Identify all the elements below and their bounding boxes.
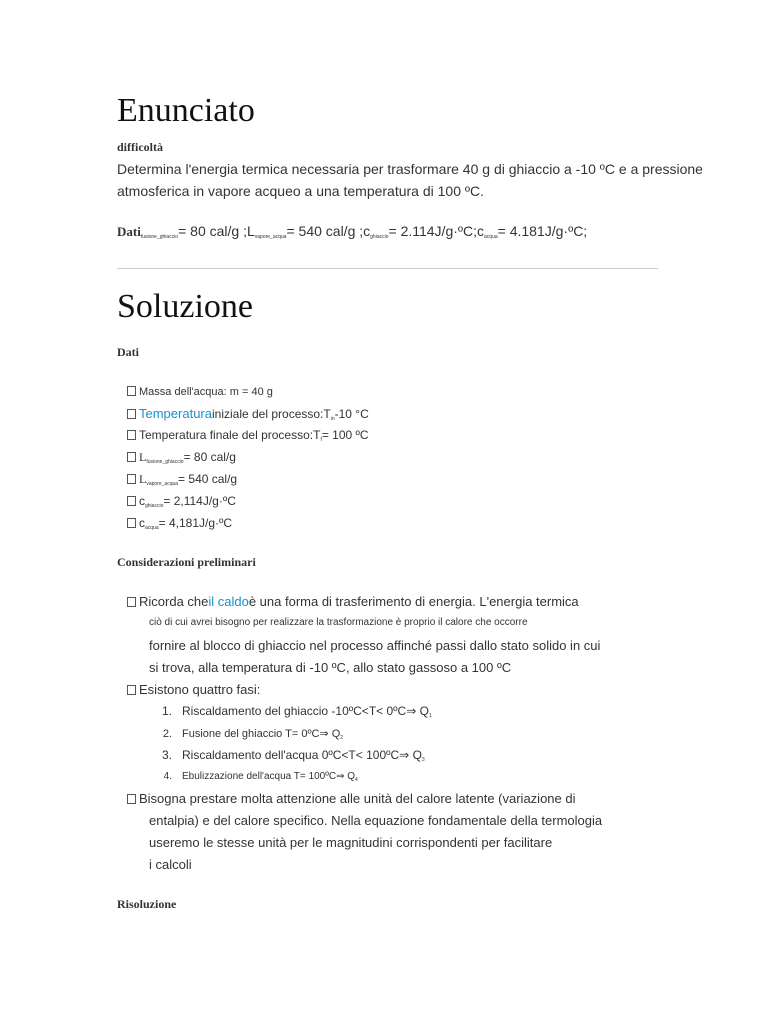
considerazione-text: è una forma di trasferimento di energia. L'energia termica	[248, 594, 579, 609]
subscript: 2	[340, 735, 344, 741]
considerazione-1-line4: si trova, alla temperatura di -10 ºC, allo stato gassoso a 100 ºC	[149, 660, 512, 675]
considerazione-text: Esistono quattro fasi:	[139, 682, 261, 697]
bullet-box-icon	[127, 685, 136, 695]
fase-text: Riscaldamento del ghiaccio -10ºC<T< 0ºC⇒ Q	[182, 704, 429, 718]
dati-item-cg	[127, 494, 236, 509]
subscript: acqua	[484, 234, 498, 240]
bullet-box-icon	[127, 430, 136, 440]
dati-item-value: = 2,114J/g·ºC	[163, 494, 236, 508]
bullet-box-icon	[127, 386, 136, 396]
fase-number: 2.	[162, 728, 172, 740]
dati-item-text: iniziale del processo:T	[211, 407, 331, 421]
subscript: vapore_acqua	[146, 481, 179, 487]
risoluzione-heading: Risoluzione	[117, 897, 177, 911]
fase-number: 3.	[161, 748, 172, 762]
dati-item-massa	[127, 386, 273, 398]
enunciato-dati	[117, 223, 587, 240]
dati-item-symbol: c	[139, 494, 145, 508]
bullet-box-icon	[127, 518, 136, 528]
subscript: ghiaccio	[370, 234, 389, 240]
dati-item-lv	[127, 472, 237, 487]
dati-cg-value: = 2.114J/g·ºC;c	[388, 223, 485, 239]
bullet-box-icon	[127, 452, 136, 462]
fase-item-1	[150, 704, 432, 719]
dati-item-symbol: L	[139, 450, 147, 464]
subscript: f	[320, 437, 322, 443]
fase-text: Fusione del ghiaccio T= 0ºC⇒ Q	[182, 728, 341, 740]
considerazione-2	[127, 682, 260, 697]
fase-number: 4.	[163, 771, 172, 782]
fase-number: 1.	[161, 704, 172, 718]
dati-item-value: = 540 cal/g	[178, 472, 238, 486]
considerazione-1	[127, 594, 579, 609]
dati-item-text: Temperatura finale del processo:T	[139, 428, 321, 442]
considerazione-text: Bisogna prestare molta attenzione alle unità del calore latente (variazione di	[139, 791, 576, 806]
dati-item-value: -10 °C	[334, 407, 369, 421]
dati-item-ca	[127, 516, 232, 531]
fase-item-3	[150, 748, 425, 763]
subscript: 1	[428, 713, 432, 719]
bullet-box-icon	[127, 597, 136, 607]
considerazione-1-small: ciò di cui avrei bisogno per realizzare la trasformazione è proprio il calore che occorre	[149, 617, 528, 628]
bullet-box-icon	[127, 409, 136, 419]
subscript: in	[330, 416, 335, 422]
considerazione-3-line4: i calcoli	[149, 857, 192, 872]
dati-lv-value: = 540 cal/g ;c	[286, 223, 371, 239]
dati-item-lf	[127, 450, 236, 465]
considerazioni-heading: Considerazioni preliminari	[117, 555, 256, 569]
section-divider	[117, 268, 658, 269]
considerazione-3	[127, 791, 575, 806]
subscript: fusione_ghiaccio	[140, 234, 179, 240]
fase-item-4	[150, 771, 358, 783]
dati-item-symbol: c	[139, 516, 145, 530]
dati-item-temp-init	[127, 406, 369, 422]
dati-item-value: = 80 cal/g	[183, 450, 236, 464]
fase-item-2	[150, 727, 343, 741]
dati-lf-value: = 80 cal/g ;L	[178, 223, 255, 239]
enunciato-title: Enunciato	[117, 92, 255, 129]
subscript: fusione_ghiaccio	[146, 459, 184, 465]
il-caldo-link[interactable]: il caldo	[208, 594, 249, 609]
problem-line-2: atmosferica in vapore acqueo a una temperatura di 100 ºC.	[117, 183, 484, 199]
problem-line-1: Determina l'energia termica necessaria per trasformare 40 g di ghiaccio a -10 ºC e a pressione	[117, 161, 703, 177]
bullet-box-icon	[127, 496, 136, 506]
bullet-box-icon	[127, 794, 136, 804]
dati-ca-value: = 4.181J/g·ºC;	[497, 223, 588, 239]
dati-heading: Dati	[117, 345, 139, 359]
subscript: acqua	[145, 525, 159, 531]
subscript: vapore_acqua	[254, 234, 287, 240]
temperatura-link[interactable]: Temperatura	[139, 406, 212, 421]
fase-text: Riscaldamento dell'acqua 0ºC<T< 100ºC⇒ Q	[182, 748, 422, 762]
dati-item-value: = 4,181J/g·ºC	[158, 516, 233, 530]
dati-item-text: Massa dell'acqua: m = 40 g	[139, 386, 273, 398]
subscript: ghiaccio	[145, 503, 164, 509]
dati-label: Dati	[117, 224, 141, 239]
dati-item-value: = 100 ºC	[321, 428, 369, 442]
subscript: 3	[421, 757, 425, 763]
subscript: 4	[355, 777, 358, 783]
considerazione-3-line3: useremo le stesse unità per le magnitudini corrispondenti per facilitare	[149, 835, 553, 850]
dati-item-temp-final	[127, 428, 369, 443]
dati-item-symbol: L	[139, 472, 147, 486]
difficulty-label: difficoltà	[117, 140, 163, 154]
considerazione-1-line3: fornire al blocco di ghiaccio nel processo affinché passi dallo stato solido in cui	[149, 638, 601, 653]
considerazione-text: Ricorda che	[139, 594, 209, 609]
considerazione-3-line2: entalpia) e del calore specifico. Nella equazione fondamentale della termologia	[149, 813, 603, 828]
soluzione-title: Soluzione	[117, 288, 253, 325]
fase-text: Ebulizzazione dell'acqua T= 100ºC⇒ Q	[182, 771, 356, 782]
bullet-box-icon	[127, 474, 136, 484]
